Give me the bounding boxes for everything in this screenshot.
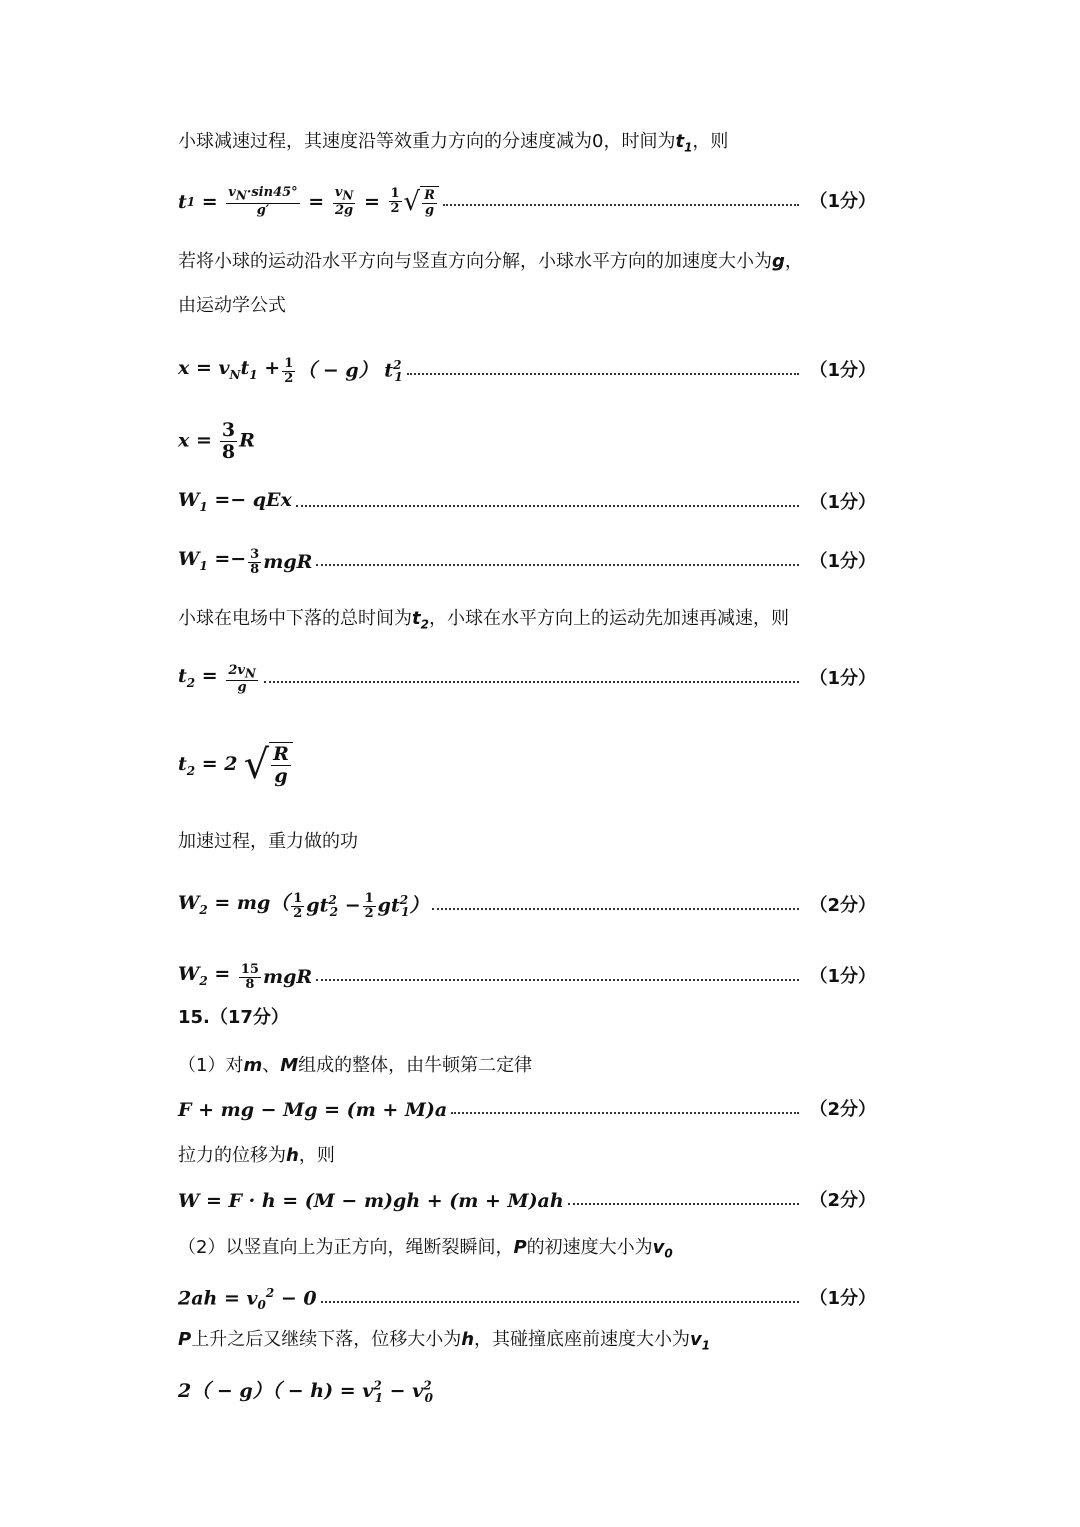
equation-newton-second-law: F + mg − Mg = (m + M)a （2分） xyxy=(178,1096,876,1124)
score-label: （2分） xyxy=(809,1190,876,1211)
fraction: $\frac{1}{2}$ xyxy=(284,355,294,386)
fraction: $\frac{15}{8}$ xyxy=(240,961,259,992)
leader-dots xyxy=(264,681,800,683)
fraction: $\frac{1}{2}$ xyxy=(390,186,400,217)
part-2-intro: （2）以竖直向上为正方向，绳断裂瞬间，P的初速度大小为$v_0$ xyxy=(178,1237,673,1261)
square-root: √ $\frac{R}{g}$ xyxy=(404,186,439,218)
score-label: （2分） xyxy=(809,1099,876,1120)
line-decompose-motion: 若将小球的运动沿水平方向与竖直方向分解，小球水平方向的加速度大小为g， xyxy=(178,251,803,272)
equation-t2-result: $t_2 = 2$ √ $\frac{R}{g}$ xyxy=(178,742,293,787)
line-gravity-work: 加速过程，重力做的功 xyxy=(178,831,358,852)
equation-initial-velocity: $2ah = v_0^2 - 0$ （1分） xyxy=(178,1286,876,1313)
line-deceleration-intro: 小球减速过程，其速度沿等效重力方向的分速度减为0，时间为$t_1$，则 xyxy=(178,131,729,155)
leader-dots xyxy=(407,373,800,375)
question-15-heading: 15.（17分） xyxy=(178,1007,289,1028)
score-label: （1分） xyxy=(809,492,876,514)
fraction: $\frac{v_N}{2g}$ xyxy=(334,185,354,218)
leader-dots xyxy=(321,1301,800,1303)
equation-w1-qex: $W_1$ =− qEx （1分） xyxy=(178,486,876,521)
equation-w2-expanded: $W_2 = mg$（ $\frac{1}{2}$ $gt^2_2$ − $\frac{1}{2}$ $gt^2_1$） （2分） xyxy=(178,890,876,921)
equation-w2-result: $W_2$ = $\frac{15}{8}$ mgR （1分） xyxy=(178,961,876,992)
score-label: （1分） xyxy=(809,360,876,382)
leader-dots xyxy=(432,908,799,910)
line-pull-displacement: 拉力的位移为h，则 xyxy=(178,1145,335,1166)
equation-x: $x = v_Nt_1$ + $\frac{1}{2}$ （ − g） $t^2_1$ （1分） xyxy=(178,355,876,386)
line-total-fall-time: 小球在电场中下落的总时间为$t_2$，小球在水平方向上的运动先加速再减速，则 xyxy=(178,608,789,632)
fraction: $\frac{2v_N}{g}$ xyxy=(228,662,256,696)
leader-dots xyxy=(568,1203,800,1205)
leader-dots xyxy=(296,505,800,507)
fraction: $\frac{1}{2}$ xyxy=(293,890,303,921)
score-label: （1分） xyxy=(809,190,876,212)
leader-dots xyxy=(451,1112,799,1114)
score-label: （1分） xyxy=(809,966,876,988)
equation-t2-fraction: $t_2$ = $\frac{2v_N}{g}$ （1分） xyxy=(178,662,876,696)
equation-w1-mgr: $W_1$ =− $\frac{3}{8}$ mgR （1分） xyxy=(178,546,876,577)
square-root: √ $\frac{R}{g}$ xyxy=(244,742,293,787)
fraction: $\frac{v_N\cdot\sin 45^\circ}{g'}$ xyxy=(228,185,298,218)
score-label: （2分） xyxy=(809,895,876,917)
fraction: $\frac{1}{2}$ xyxy=(364,890,374,921)
score-label: （1分） xyxy=(809,668,876,690)
leader-dots xyxy=(316,979,799,981)
line-p-falls: P上升之后又继续下落，位移大小为h，其碰撞底座前速度大小为$v_1$ xyxy=(178,1329,711,1353)
fraction: $\frac{3}{8}$ xyxy=(221,419,236,463)
line-kinematics-formula: 由运动学公式 xyxy=(178,295,286,316)
leader-dots xyxy=(316,564,799,566)
part-1-intro: （1）对m、M组成的整体，由牛顿第二定律 xyxy=(178,1055,533,1076)
equation-final-velocity: $2( - g)( - h) = v^2_1 - v^2_0$ xyxy=(178,1379,433,1406)
score-label: （1分） xyxy=(809,551,876,573)
equation-t1: t 1 = $\frac{v_N\cdot\sin 45^\circ}{g'}$ = $\frac{v_N}{2g}$ = $\frac{1}{2}$ √ $\frac{R}{g}$ （1分） xyxy=(178,185,876,218)
fraction: $\frac{3}{8}$ xyxy=(250,546,260,577)
equation-work-pull: W = F · h = (M − m)gh + (m + M)ah （2分） xyxy=(178,1187,876,1215)
leader-dots xyxy=(443,204,800,206)
equation-x-result: x = $\frac{3}{8}$ R xyxy=(178,419,255,463)
score-label: （1分） xyxy=(809,1288,876,1310)
